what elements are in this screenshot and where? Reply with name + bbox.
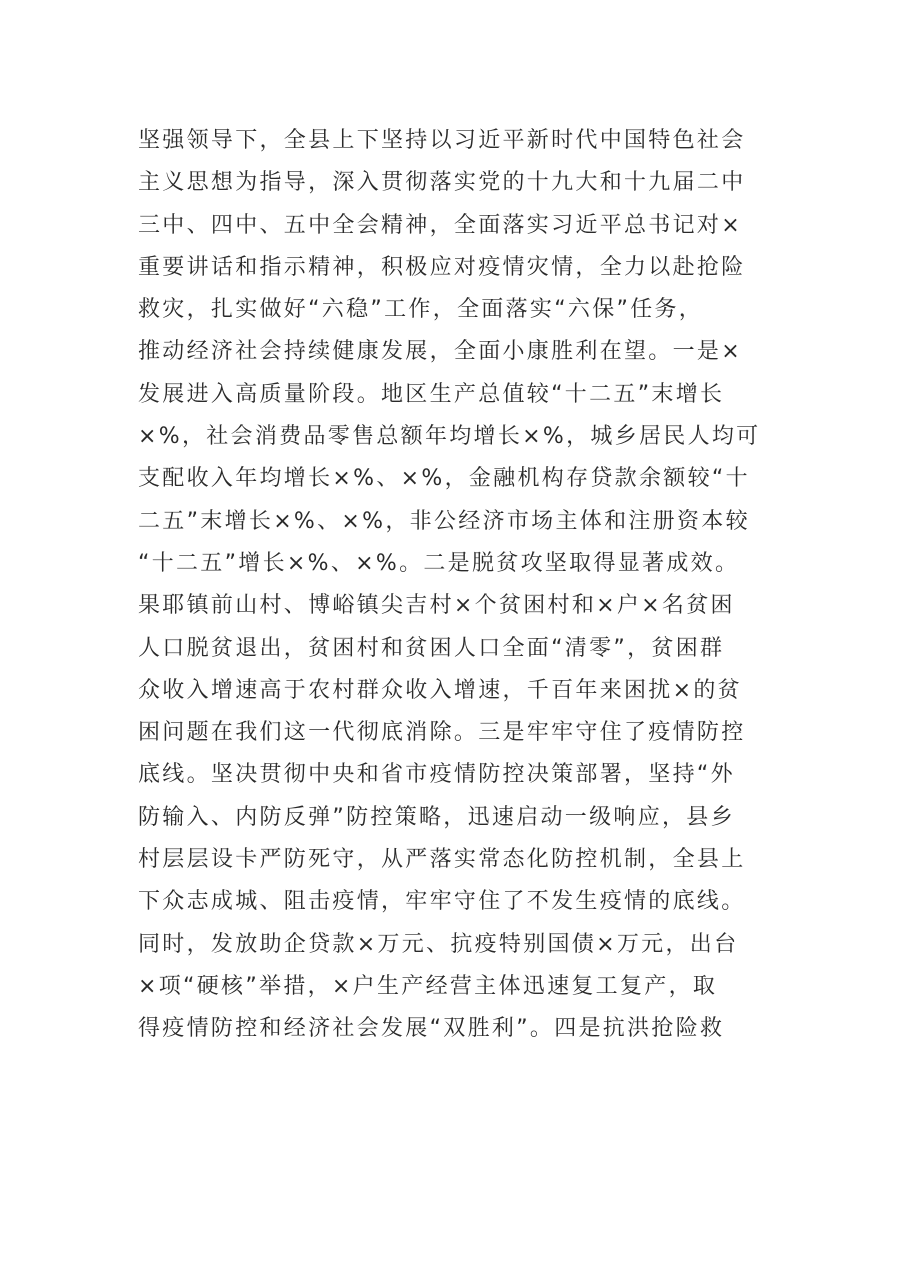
text-line: 众收入增速高于农村群众收入增速，千百年来困扰×的贫 bbox=[138, 677, 742, 703]
text-line: 底线。坚决贯彻中央和省市疫情防控决策部署，坚持“外 bbox=[138, 762, 735, 788]
text-line: ×项“硬核”举措，×户生产经营主体迅速复工复产，取 bbox=[138, 973, 718, 999]
text-line: 推动经济社会持续健康发展，全面小康胜利在望。一是× bbox=[138, 339, 742, 365]
text-line: 救灾，扎实做好“六稳”工作，全面落实“六保”任务， bbox=[138, 297, 704, 323]
text-line: 支配收入年均增长×%、×%，金融机构存贷款余额较“十 bbox=[138, 466, 750, 492]
text-line: 重要讲话和指示精神，积极应对疫情灾情，全力以赴抢险 bbox=[138, 254, 746, 280]
text-line: 下众志成城、阻击疫情，牢牢守住了不发生疫情的底线。 bbox=[138, 889, 746, 915]
text-line: 坚强领导下，全县上下坚持以习近平新时代中国特色社会 bbox=[138, 128, 746, 153]
text-line: 防输入、内防反弹”防控策略，迅速启动一级响应，县乡 bbox=[138, 804, 735, 830]
text-line: 三中、四中、五中全会精神，全面落实习近平总书记对× bbox=[138, 212, 742, 238]
text-line: 同时，发放助企贷款×万元、抗疫特别国债×万元，出台 bbox=[138, 931, 739, 957]
text-line: 果耶镇前山村、博峪镇尖吉村×个贫困村和×户×名贫困 bbox=[138, 593, 735, 619]
text-line: 人口脱贫退出，贫困村和贫困人口全面“清零”，贫困群 bbox=[138, 635, 725, 661]
text-line: 二五”末增长×%、×%，非公经济市场主体和注册资本较 bbox=[138, 508, 750, 534]
text-line: ×%，社会消费品零售总额年均增长×%，城乡居民人均可 bbox=[138, 424, 761, 450]
text-line: 主义思想为指导，深入贯彻落实党的十九大和十九届二中 bbox=[138, 170, 746, 196]
text-line: 困问题在我们这一代彻底消除。三是牢牢守住了疫情防控 bbox=[138, 720, 746, 746]
text-line: 村层层设卡严防死守，从严落实常态化防控机制，全县上 bbox=[138, 847, 746, 873]
text-line: 得疫情防控和经济社会发展“双胜利”。四是抗洪抢险救 bbox=[138, 1016, 725, 1042]
text-line: 发展进入高质量阶段。地区生产总值较“十二五”末增长 bbox=[138, 381, 725, 407]
text-line: “十二五”增长×%、×%。二是脱贫攻坚取得显著成效。 bbox=[138, 550, 740, 576]
body-text bbox=[138, 120, 778, 1051]
